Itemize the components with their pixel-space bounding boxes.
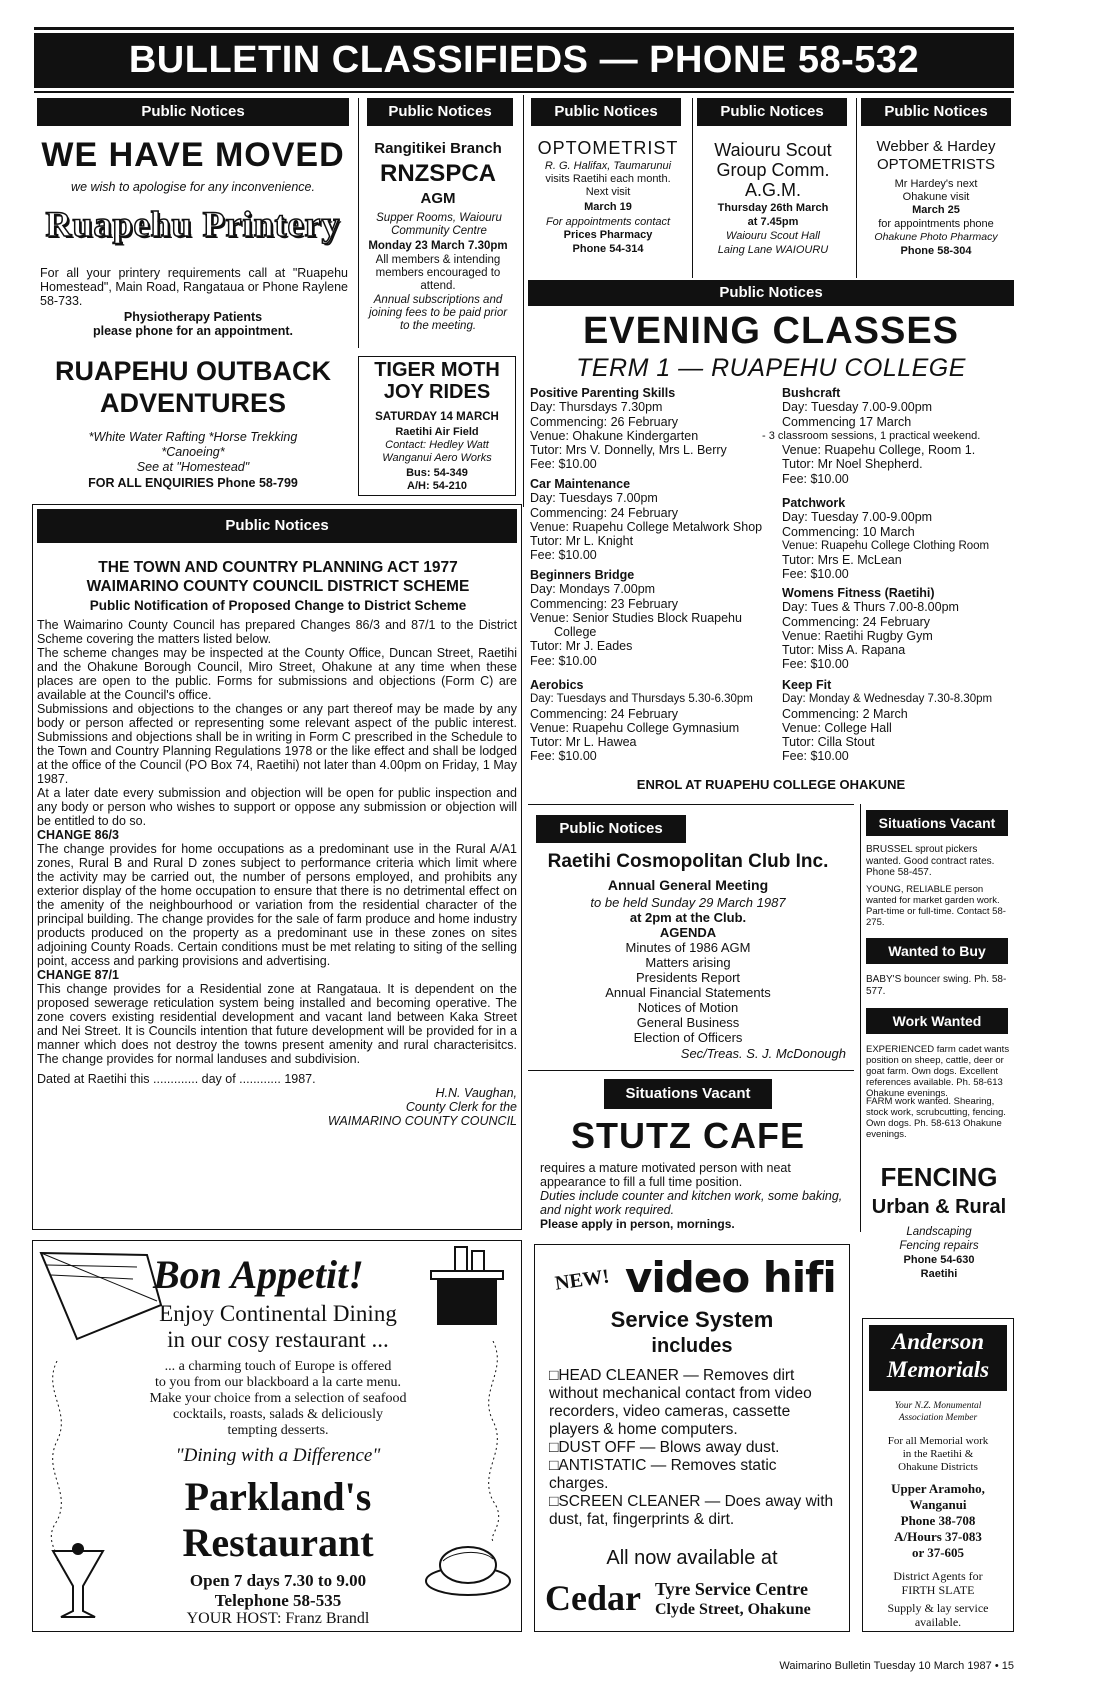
planning-para: The Waimarino County Council has prepared Changes 86/3 and 87/1 to the District Scheme covering the matters listed below. — [37, 618, 517, 646]
evening-sub: TERM 1 — RUAPEHU COLLEGE — [576, 354, 966, 382]
course-title: Patchwork — [782, 496, 846, 510]
scout-headline-1: Waiouru Scout — [714, 140, 832, 160]
ruapehu-printery-logo: Ruapehu Printery — [45, 204, 341, 244]
planning-sig-3: WAIMARINO COUNTY COUNCIL — [327, 1114, 517, 1128]
course-line: Day: Tuesday 7.00-9.00pm — [782, 510, 933, 525]
cosmo-time: at 2pm at the Club. — [629, 910, 747, 925]
section-header: Public Notices — [536, 815, 686, 843]
optometrist-line3: Next visit — [585, 186, 631, 198]
page-footer: Waimarino Bulletin Tuesday 10 March 1987 • 15 — [779, 1660, 1014, 1672]
parkland-enjoy-1: Enjoy Continental Dining — [159, 1301, 397, 1326]
webber-headline-1: Webber & Hardey — [876, 138, 996, 155]
banner-under-rule — [34, 91, 1014, 93]
cedar-street: Clyde Street, Ohakune — [655, 1601, 811, 1618]
anderson-member-1: Your N.Z. Monumental — [894, 1401, 982, 1411]
parkland-host: YOUR HOST: Franz Brandl — [186, 1610, 370, 1627]
agenda-item: Minutes of 1986 AGM — [625, 940, 751, 955]
course-block — [530, 568, 775, 678]
webber-ad — [856, 98, 1014, 278]
change-86-3-body: The change provides for home occupations as a predominant use in the Rural A/A1 zones, Rural B and Rural D zones subject to performance criteria which limit where the activity may be carried out, the number of persons employed, and prohibits any exterior display of the home occupation to ensure that there is no detrimental effect on the amenity of the neighbourhood or variation from the residential character of the principal building. The change provides for the sale of farm produce and home industry products produced on the property as a predominant use in these zones on sites adjoining County Roads. Certain conditions must be met relating to siting of the selling point, access and parking provisions and advertising. — [37, 842, 517, 968]
course-line: Fee: $10.00 — [530, 548, 597, 563]
planning-body — [37, 618, 517, 1128]
fencing-place: Raetihi — [920, 1268, 958, 1280]
agenda-item: Matters arising — [645, 955, 731, 970]
course-line: Fee: $10.00 — [782, 567, 849, 582]
physio-line-2: please phone for an appointment. — [92, 324, 294, 338]
tiger-bus: Bus: 54-349 — [406, 467, 468, 479]
course-line: Day: Tues & Thurs 7.00-8.00pm — [782, 600, 959, 615]
parkland-ad — [32, 1240, 522, 1632]
cosmo-sec: Sec/Treas. S. J. McDonough — [680, 1046, 846, 1061]
webber-headline-2: OPTOMETRISTS — [876, 156, 996, 173]
webber-line2: Ohakune visit — [902, 191, 970, 203]
course-line: - 3 classroom sessions, 1 practical weekend. — [762, 429, 981, 442]
course-block — [782, 678, 1014, 764]
stutz-apply: Please apply in person, mornings. — [540, 1217, 735, 1231]
scout-venue-2: Laing Lane WAIOURU — [717, 244, 829, 256]
optometrist-phone: Phone 54-314 — [572, 243, 644, 255]
video-item: □SCREEN CLEANER — Does away with dust, fat, fingerprints & dirt. — [549, 1493, 834, 1528]
course-line: Commencing: 23 February — [530, 596, 678, 611]
stutz-ad — [528, 1070, 854, 1236]
video-available: All now available at — [606, 1547, 778, 1569]
rnzspca-agm: AGM — [420, 190, 456, 207]
agenda-item: Election of Officers — [633, 1030, 743, 1045]
course-block — [762, 386, 1014, 496]
agenda-item: Notices of Motion — [637, 1000, 739, 1015]
course-line: Fee: $10.00 — [530, 653, 597, 668]
scout-ad — [692, 98, 852, 278]
course-block — [530, 477, 775, 568]
optometrist-headline: OPTOMETRIST — [537, 138, 679, 158]
rnzspca-venue: Supper Rooms, Waiouru Community Centre — [376, 212, 502, 237]
cosmo-agenda: AGENDA — [659, 925, 717, 940]
scout-time: at 7.45pm — [747, 216, 799, 228]
anderson-for-2: in the Raetihi & — [902, 1448, 974, 1460]
tiger-moth-ad — [358, 356, 516, 496]
course-line: Venue: Ruapehu College Metalwork Shop — [530, 519, 763, 534]
tiger-headline-2: JOY RIDES — [383, 381, 491, 403]
section-header: Situations Vacant — [866, 810, 1008, 836]
scout-venue-1: Waiouru Scout Hall — [726, 230, 820, 242]
anderson-addr-2: Wanganui — [909, 1497, 967, 1512]
course-line: Commencing: 2 March — [782, 706, 908, 721]
evening-headline: EVENING CLASSES — [582, 310, 960, 352]
course-line: Fee: $10.00 — [530, 749, 597, 764]
course-title: Keep Fit — [782, 678, 832, 692]
scout-headline-3: A.G.M. — [744, 180, 801, 200]
parkland-body-3: Make your choice from a selection of seafood — [149, 1391, 407, 1406]
video-item: □HEAD CLEANER — Removes dirt without mechanical contact from video recorders, video cameras, cassette players & home computers. — [549, 1367, 812, 1438]
anderson-member-2: Association Member — [898, 1413, 978, 1423]
course-block — [782, 586, 1014, 678]
work-experienced: EXPERIENCED farm cadet wants position on sheep, cattle, deer or goat farm. Own dogs. Excellent references available. Ph. 58-613 Ohakune evenings. — [866, 1044, 1010, 1099]
planning-para: At a later date every submission and objection will be open for public inspection and any body or person who wishes to support or oppose any submission or objection will be entitled to do so. — [37, 786, 517, 828]
parkland-body-4: cocktails, roasts, salads & deliciously — [173, 1407, 383, 1422]
parkland-enjoy-2: in our cosy restaurant ... — [167, 1327, 389, 1352]
course-title: Womens Fitness (Raetihi) — [782, 586, 935, 600]
anderson-name-1: Anderson — [891, 1329, 985, 1354]
course-line: Commencing: 10 March — [782, 524, 915, 539]
cosmo-agm: Annual General Meeting — [607, 877, 769, 893]
cosmo-ad — [528, 804, 854, 1061]
planning-para: The scheme changes may be inspected at the County Office, Duncan Street, Raetihi and the Ohakune Borough Council, Miro Street, Ohakune at any time when these places are open to the public. Forms for submissions and objections (Form C) are available at the Council's office. — [37, 646, 517, 702]
anderson-ah-2: or 37-605 — [911, 1545, 965, 1560]
course-line: Venue: Ohakune Kindergarten — [530, 428, 699, 443]
anderson-addr-1: Upper Aramoho, — [891, 1481, 985, 1496]
course-line: College — [554, 625, 597, 640]
optometrist-line1: R. G. Halifax, Taumarunui — [544, 160, 672, 172]
course-line: Fee: $10.00 — [782, 471, 849, 486]
planning-dated: Dated at Raetihi this ............. day of ............ 1987. — [37, 1072, 316, 1086]
webber-line1: Mr Hardey's next — [894, 178, 978, 190]
moved-ad — [34, 98, 352, 358]
planning-h2: WAIMARINO COUNTY COUNCIL DISTRICT SCHEME — [86, 578, 470, 595]
column-rule — [860, 804, 861, 1232]
course-line: Day: Monday & Wednesday 7.30-8.30pm — [782, 693, 993, 706]
wanted-babys: BABY'S bouncer swing. Ph. 58-577. — [866, 974, 1007, 997]
anderson-name-2: Memorials — [886, 1357, 990, 1382]
course-title: Bushcraft — [782, 386, 841, 400]
outback-activities: *White Water Rafting *Horse Trekking — [88, 430, 298, 444]
course-line: Commencing 17 March — [782, 414, 912, 429]
fencing-h1: FENCING — [880, 1162, 998, 1192]
moved-apology: we wish to apologise for any inconvenience. — [71, 180, 315, 194]
course-line: Tutor: Mr Noel Shepherd. — [782, 457, 923, 472]
change-87-1-body: This change provides for a Residential zone at Rangataua. It is dependent on the proposed sewerage reticulation system being installed and becoming operative. The zone covers existing residential development and vacant land between Kaka Street and Nei Street. It is Councils intention that future development will be provided for in a manner which does not destroy the towns present amenity and rural characterisitcs. The change provides for normal landuses and subdivision. — [37, 982, 517, 1066]
parkland-name-1: Parkland's — [184, 1474, 372, 1519]
tiger-ah: A/H: 54-210 — [407, 480, 467, 492]
course-title: Beginners Bridge — [530, 568, 635, 582]
course-line: Venue: Raetihi Rugby Gym — [782, 628, 933, 643]
course-line: Day: Mondays 7.00pm — [530, 582, 656, 597]
outback-ad — [34, 352, 352, 492]
section-header: Public Notices — [531, 98, 681, 126]
section-header: Public Notices — [367, 98, 513, 126]
optometrist-date: March 19 — [584, 201, 632, 213]
section-header: Public Notices — [37, 509, 517, 543]
course-line: Tutor: Mrs V. Donnelly, Mrs L. Berry — [530, 443, 727, 458]
change-87-1-title: CHANGE 87/1 — [37, 968, 119, 982]
course-line: Fee: $10.00 — [530, 457, 597, 472]
stutz-body-1: requires a mature motivated person with neat appearance to fill a full time position. — [540, 1161, 791, 1189]
webber-line4: Ohakune Photo Pharmacy — [874, 231, 998, 243]
tiger-headline-1: TIGER MOTH — [374, 359, 500, 381]
planning-notice — [32, 504, 522, 1230]
outback-headline-1: RUAPEHU OUTBACK — [55, 356, 331, 386]
outback-headline-2: ADVENTURES — [99, 388, 287, 418]
video-hifi-ad — [534, 1244, 850, 1632]
parkland-body-1: ... a charming touch of Europe is offered — [164, 1359, 392, 1374]
anderson-supply-1: Supply & lay service — [887, 1601, 989, 1615]
course-title: Aerobics — [530, 678, 584, 692]
top-rule — [34, 27, 1014, 30]
video-new: NEW! — [553, 1265, 611, 1295]
anderson-agents-2: FIRTH SLATE — [901, 1583, 975, 1597]
course-line: Tutor: Mrs E. McLean — [782, 553, 902, 568]
course-line: Commencing: 24 February — [530, 706, 678, 721]
anderson-for-1: For all Memorial work — [887, 1435, 989, 1447]
sv-young: YOUNG, RELIABLE person wanted for market garden work. Part-time or full-time. Contact 58-275. — [866, 884, 1006, 928]
course-line: Tutor: Mr L. Hawea — [530, 735, 637, 750]
course-line: Day: Tuesdays 7.00pm — [530, 491, 658, 506]
agenda-item: Annual Financial Statements — [605, 985, 771, 1000]
tiger-date: SATURDAY 14 MARCH — [375, 411, 499, 423]
section-header: Situations Vacant — [604, 1079, 772, 1109]
planning-sig-2: County Clerk for the — [405, 1100, 517, 1114]
stutz-headline: STUTZ CAFE — [571, 1115, 805, 1156]
moved-headline: WE HAVE MOVED — [41, 136, 345, 174]
section-header: Public Notices — [528, 280, 1014, 306]
parkland-phone: Telephone 58-535 — [214, 1591, 342, 1610]
column-rule — [523, 95, 524, 507]
sv-brussel: BRUSSEL sprout pickers wanted. Good contract rates. Phone 58-457. — [866, 844, 995, 878]
course-line: Tutor: Miss A. Rapana — [782, 643, 906, 658]
video-service: Service System — [610, 1307, 774, 1332]
course-line: Tutor: Mr L. Knight — [530, 534, 634, 549]
fencing-l2: Fencing repairs — [899, 1240, 979, 1252]
parkland-bon: Bon Appetit! — [153, 1252, 364, 1297]
course-line: Day: Tuesday 7.00-9.00pm — [782, 400, 933, 415]
tiger-place: Raetihi Air Field — [395, 426, 479, 438]
course-line: Commencing: 24 February — [530, 505, 678, 520]
rnzspca-name: RNZSPCA — [379, 160, 496, 187]
cosmo-headline: Raetihi Cosmopolitan Club Inc. — [547, 851, 829, 872]
parkland-body-5: tempting desserts. — [227, 1423, 329, 1438]
parkland-open: Open 7 days 7.30 to 9.00 — [189, 1571, 367, 1590]
cedar-tyre: Tyre Service Centre — [655, 1579, 808, 1599]
evening-left-col — [530, 386, 775, 764]
video-item: □DUST OFF — Blows away dust. — [549, 1439, 780, 1456]
page-banner: BULLETIN CLASSIFIEDS — PHONE 58-532 — [34, 33, 1014, 88]
video-item: □ANTISTATIC — Removes static charges. — [549, 1457, 777, 1492]
fencing-phone: Phone 54-630 — [903, 1254, 975, 1266]
floral-border-right — [473, 1341, 513, 1541]
fencing-l1: Landscaping — [906, 1226, 972, 1238]
planning-para: Submissions and objections to the changes or any part thereof may be made by any body or person affected or representing some relevant aspect of the public interest. Submissions and objections shall be in writing in Form C prescribed in the Schedule to the Town and Country Planning Regulations 1978 or the like effect and shall be lodged at the office of the Council (PO Box 74, Raetihi) not later than 4.00pm on Friday, 1 May 1987. — [37, 702, 517, 786]
cosmo-items — [528, 940, 848, 1045]
course-line: Venue: College Hall — [782, 720, 892, 735]
evening-enrol: ENROL AT RUAPEHU COLLEGE OHAKUNE — [636, 777, 906, 792]
anderson-ad — [862, 1318, 1014, 1632]
course-line: Venue: Ruapehu College Clothing Room — [782, 539, 990, 552]
evening-classes-ad — [528, 280, 1014, 800]
floral-border-left — [37, 1361, 77, 1561]
course-line: Venue: Ruapehu College Gymnasium — [530, 720, 740, 735]
video-items — [549, 1367, 839, 1529]
fencing-ad — [864, 1160, 1014, 1310]
optometrist-ad — [528, 98, 688, 278]
rnzspca-date: Monday 23 March 7.30pm — [368, 240, 508, 252]
change-86-3-title: CHANGE 86/3 — [37, 828, 119, 842]
course-line: Day: Tuesdays and Thursdays 5.30-6.30pm — [530, 693, 753, 706]
optometrist-pharmacy: Prices Pharmacy — [563, 229, 653, 241]
anderson-agents-1: District Agents for — [893, 1569, 983, 1583]
anderson-ah-1: A/Hours 37-083 — [894, 1529, 982, 1544]
fencing-h2: Urban & Rural — [871, 1196, 1007, 1218]
work-farm: FARM work wanted. Shearing, stock work, scrubcutting, fencing. Own dogs. Ph. 58-613 Ohakune evenings. — [866, 1096, 1006, 1140]
course-block — [530, 678, 775, 764]
outback-enquiries: FOR ALL ENQUIRIES Phone 58-799 — [88, 476, 298, 490]
scout-headline-2: Group Comm. — [716, 160, 830, 180]
course-line: Venue: Ruapehu College, Room 1. — [782, 443, 976, 458]
video-brand: video hifi — [625, 1253, 836, 1302]
optometrist-line4: For appointments contact — [545, 216, 671, 228]
rnzspca-members: All members & intending members encouraged to attend. — [375, 254, 501, 292]
parkland-body-2: to you from our blackboard a la carte menu. — [154, 1375, 402, 1390]
moved-body: For all your printery requirements call at "Ruapehu Homestead", Main Road, Rangataua or Phone Raylene 58-733. — [40, 266, 348, 308]
course-line: Fee: $10.00 — [782, 749, 849, 764]
section-header: Work Wanted — [866, 1008, 1008, 1034]
rnzspca-ad — [358, 98, 516, 348]
section-header: Public Notices — [37, 98, 349, 126]
course-line: Commencing: 24 February — [782, 614, 930, 629]
physio-line-1: Physiotherapy Patients — [123, 310, 263, 324]
section-header: Wanted to Buy — [866, 938, 1008, 964]
course-block — [530, 386, 775, 477]
rnzspca-branch: Rangitikei Branch — [374, 140, 502, 157]
video-includes: includes — [651, 1335, 733, 1357]
outback-see-at: See at "Homestead" — [136, 460, 250, 474]
parkland-slogan: "Dining with a Difference" — [175, 1445, 381, 1466]
planning-h1: THE TOWN AND COUNTRY PLANNING ACT 1977 — [98, 559, 458, 576]
course-title: Positive Parenting Skills — [530, 386, 676, 400]
course-line: Day: Thursdays 7.30pm — [530, 400, 663, 415]
course-line: Fee: $10.00 — [782, 657, 849, 672]
webber-line3: for appointments phone — [878, 218, 994, 230]
agenda-item: Presidents Report — [635, 970, 741, 985]
planning-sig-1: H.N. Vaughan, — [435, 1086, 517, 1100]
planning-h3: Public Notification of Proposed Change to District Scheme — [89, 598, 467, 613]
course-block — [782, 496, 1014, 586]
evening-right-col — [762, 386, 1014, 764]
agenda-item: General Business — [636, 1015, 740, 1030]
scout-date: Thursday 26th March — [717, 202, 829, 214]
outback-activities-2: *Canoeing* — [161, 445, 225, 459]
rnzspca-subs: Annual subscriptions and joining fees to be paid prior to the meeting. — [368, 294, 508, 332]
cosmo-held: to be held Sunday 29 March 1987 — [590, 895, 786, 910]
webber-phone: Phone 58-304 — [900, 245, 972, 257]
parkland-name-2: Restaurant — [182, 1520, 374, 1565]
section-header: Public Notices — [697, 98, 847, 126]
optometrist-line2: visits Raetihi each month. — [545, 173, 671, 185]
course-line: Tutor: Cilla Stout — [782, 735, 875, 750]
tiger-contact: Contact: Hedley Watt Wanganui Aero Works — [382, 439, 492, 464]
anderson-supply-2: available. — [914, 1615, 962, 1629]
stutz-body-2: Duties include counter and kitchen work, some baking, and night work required. — [540, 1189, 843, 1217]
course-line: Tutor: Mr J. Eades — [530, 639, 633, 654]
course-line: Venue: Senior Studies Block Ruapehu — [530, 610, 742, 625]
anderson-phone: Phone 38-708 — [900, 1513, 976, 1528]
webber-date: March 25 — [912, 204, 960, 216]
anderson-for-3: Ohakune Districts — [898, 1461, 978, 1473]
cedar-logo: Cedar — [545, 1578, 641, 1618]
course-line: Commencing: 26 February — [530, 414, 678, 429]
course-title: Car Maintenance — [530, 477, 631, 491]
section-header: Public Notices — [861, 98, 1011, 126]
